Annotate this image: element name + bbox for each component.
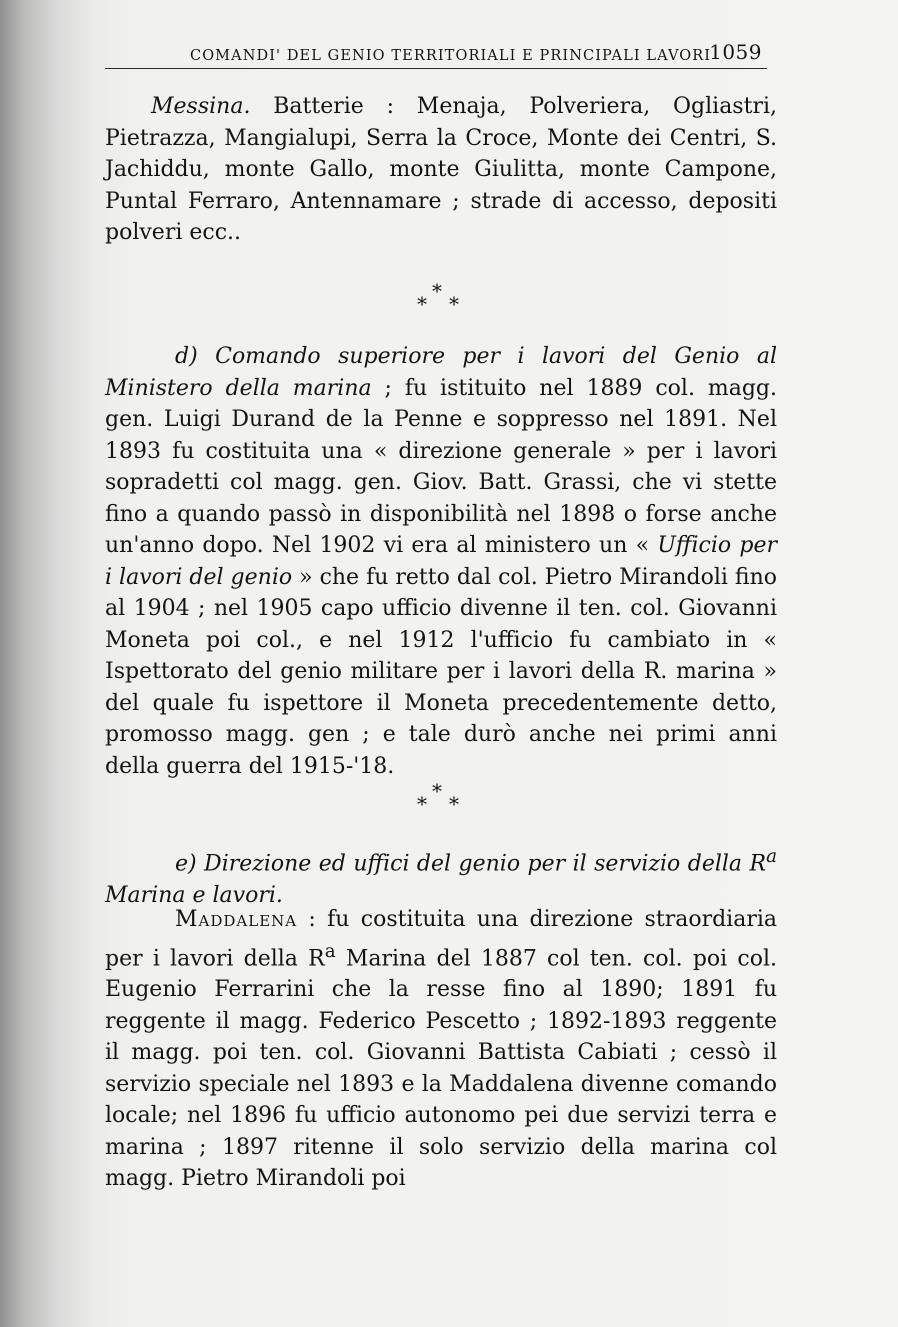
asterism-star: * xyxy=(417,292,427,316)
section-e-heading-2: Marina e lavori. xyxy=(105,882,283,908)
messina-text: Batterie : Menaja, Polveriera, Ogliastri, Pietrazza, Mangialupi, Serra la Croce, Monte dei Centri, S. Jachiddu, monte Gallo, monte Giulitta, monte Campone, Puntal Ferraro, Antennamare ; strade di accesso, depositi polveri ecc.. xyxy=(105,94,777,245)
asterism-star: * xyxy=(432,779,442,803)
paragraph-maddalena xyxy=(105,904,777,1195)
asterism-1 xyxy=(400,281,480,321)
maddalena-superscript: a xyxy=(324,940,336,962)
asterism-star: * xyxy=(417,792,427,816)
paragraph-messina xyxy=(105,91,777,249)
messina-lead: Messina. xyxy=(151,94,251,119)
section-e-heading-1: e) Direzione ed uffici del genio per il servizio della R xyxy=(175,851,767,877)
running-title: COMANDI' DEL GENIO TERRITORIALI E PRINCIPALI LAVORI xyxy=(190,48,712,64)
asterism-star: * xyxy=(449,292,459,316)
header-rule xyxy=(105,68,767,69)
section-d-text-1: ; fu istituito nel 1889 col. magg. gen. Luigi Durand de la Penne e soppresso nel 1891. Nel 1893 fu costituita una « direzione generale » per i lavori sopradetti col magg. gen. Giov. Batt. Grassi, che vi stette fino a quando passò in disponibilità nel 1898 o forse anche un'anno dopo. Nel 1902 vi era al ministero un « xyxy=(105,375,777,558)
maddalena-text-1: : fu costituita una direzione straordiaria per i lavori della R xyxy=(105,907,777,971)
asterism-star: * xyxy=(432,279,442,303)
page-number: 1059 xyxy=(709,40,762,64)
asterism-star: * xyxy=(449,792,459,816)
section-d-lead: d) Comando superiore per i lavori del Genio al Ministero della marina xyxy=(105,344,777,401)
maddalena-text-2: Marina del 1887 col ten. col. poi col. Eugenio Ferrarini che la resse fino al 1890; 1891 fu reggente il magg. Federico Pescetto ; 1892-1893 reggente il magg. poi ten. col. Giovanni Battista Cabiati ; cessò il servizio speciale nel 1893 e la Maddalena divenne comando locale; nel 1896 fu ufficio autonomo pei due servizi terra e marina ; 1897 ritenne il solo servizio della marina col magg. Pietro Mirandoli poi xyxy=(105,945,777,1192)
section-e-heading xyxy=(105,841,777,911)
section-d-text-2: » che fu retto dal col. Pietro Mirandoli fino al 1904 ; nel 1905 capo ufficio divenne il ten. col. Giovanni Moneta poi col., e nel 1912 l'ufficio fu cambiato in « Ispettorato del genio militare per i lavori della R. marina » del quale fu ispettore il Moneta precedentemente detto, promosso magg. gen ; e tale durò anche nei primi anni della guerra del 1915-'18. xyxy=(105,564,777,779)
running-head xyxy=(190,40,766,68)
section-e-superscript: a xyxy=(766,846,777,867)
asterism-2 xyxy=(400,781,480,821)
paragraph-section-d xyxy=(105,341,777,782)
section-d-office-name: Ufficio per i lavori del genio xyxy=(105,533,777,590)
maddalena-lead: Maddalena xyxy=(175,907,298,932)
